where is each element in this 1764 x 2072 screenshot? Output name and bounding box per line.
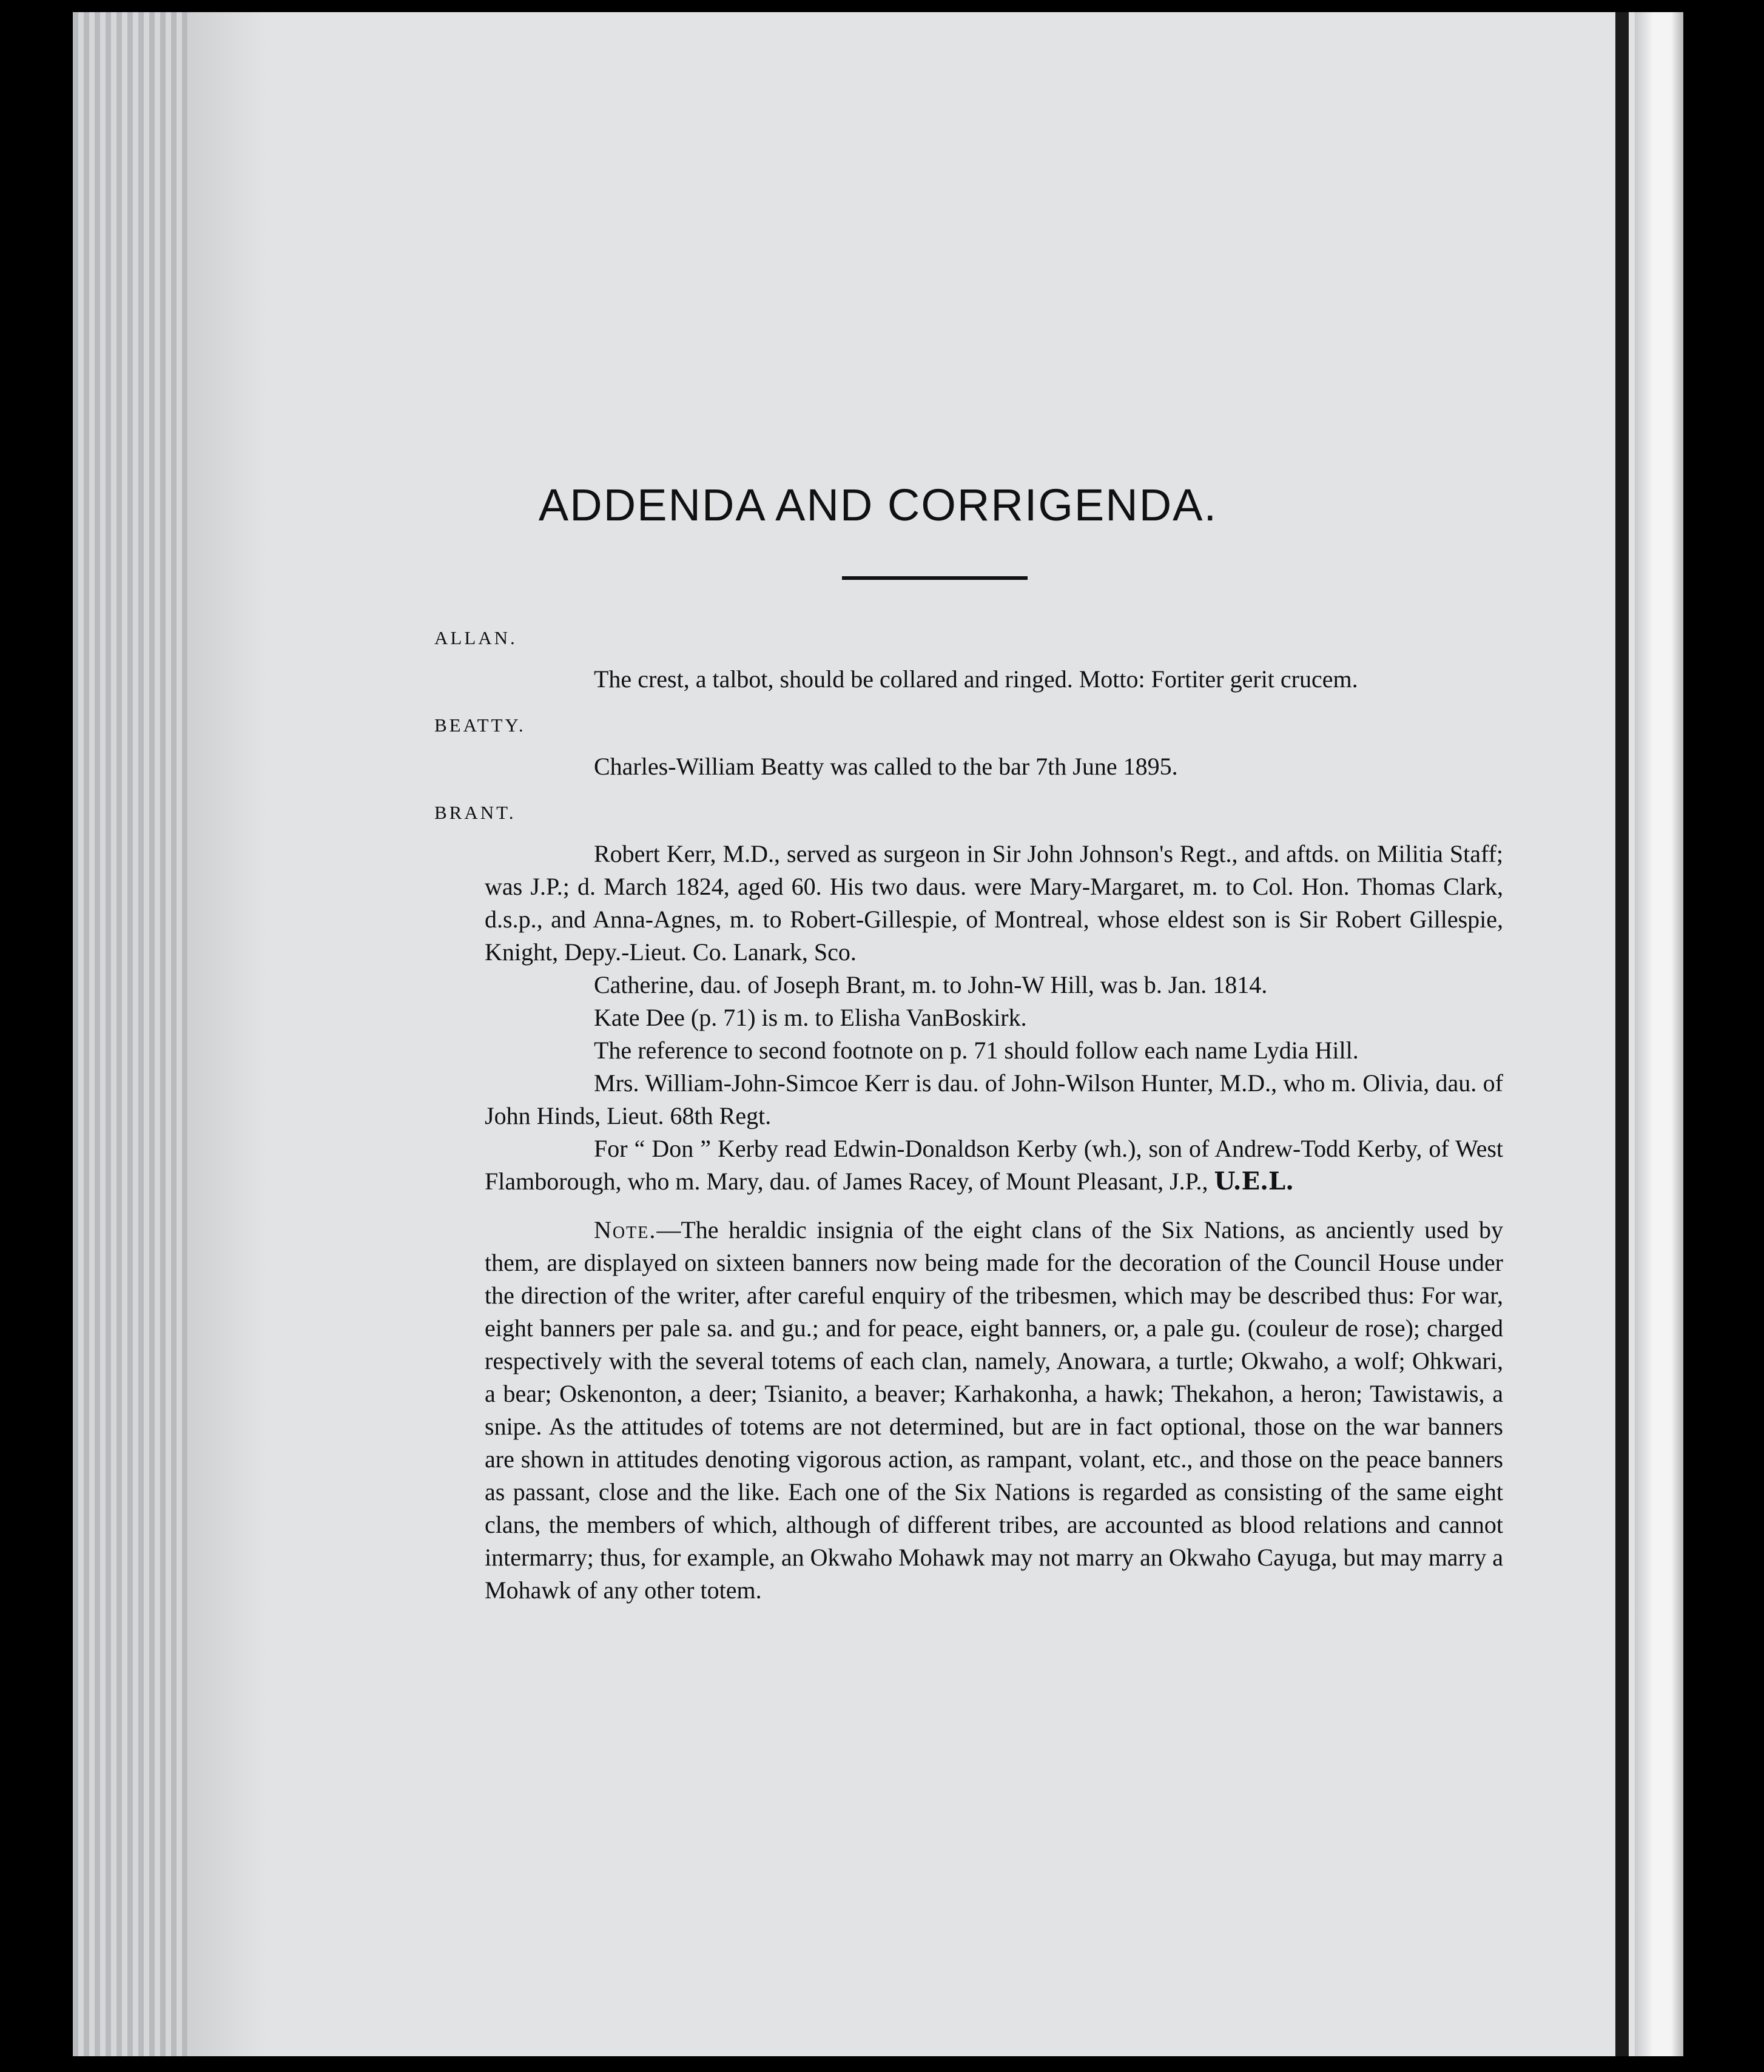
uel-abbreviation: U.E.L. — [1214, 1167, 1294, 1196]
paragraph: The reference to second footnote on p. 71 should follow each name Lydia Hill. — [594, 1037, 1359, 1064]
paragraph-text: For “ Don ” Kerby read Edwin-Donaldson Kerby (wh.), son of Andrew-Todd Kerby, of West Flamborough, who m. Mary, dau. of James Racey, of Mount Pleasant, J.P., — [485, 1135, 1503, 1195]
paragraph: Catherine, dau. of Joseph Brant, m. to John-W Hill, was b. Jan. 1814. — [594, 971, 1268, 998]
paragraph: Charles-William Beatty was called to the bar 7th June 1895. — [594, 753, 1178, 780]
paragraph: Kate Dee (p. 71) is m. to Elisha VanBoskirk. — [594, 1004, 1027, 1031]
section-heading: ALLAN. — [434, 627, 517, 648]
section-brant — [434, 796, 1503, 1198]
document-body — [434, 622, 1503, 1607]
paragraph: Robert Kerr, M.D., served as surgeon in Sir John Johnson's Regt., and aftds. on Militia Staff; was J.P.; d. March 1824, aged 60. His two daus. were Mary-Margaret, m. to Col. Hon. Thomas Clark, d.s.p., and Anna-Agnes, m. to Robert-Gillespie, of Montreal, whose eldest son is Sir Robert Gillespie, Knight, Depy.-Lieut. Co. Lanark, Sco. — [485, 840, 1503, 966]
book-edge — [1635, 12, 1683, 2056]
page-edges — [73, 12, 188, 2056]
note-text: —The heraldic insignia of the eight clans of the Six Nations, as anciently used by them, are displayed on sixteen banners now being made for the decoration of the Council House under the direction of the writer, after careful enquiry of the tribesmen, which may be described thus: For war, eight banners per pale sa. and gu.; and for peace, eight banners, or, a pale gu. (couleur de rose); charged respectively with the several totems of each clan, namely, Anowara, a turtle; Okwaho, a wolf; Ohkwari, a bear; Oskenonton, a deer; Tsianito, a beaver; Karhakonha, a hawk; Thekahon, a heron; Tawistawis, a snipe. As the attitudes of totems are not determined, but are in fact optional, those on the war banners are shown in attitudes denoting vigorous action, as rampant, volant, etc., and those on the peace banners as passant, close and the like. Each one of the Six Nations is regarded as consisting of the same eight clans, the members of which, although of different tribes, are accounted as blood relations and cannot intermarry; thus, for example, an Okwaho Mohawk may not marry an Okwaho Cayuga, but may marry a Mohawk of any other totem. — [485, 1216, 1503, 1604]
paragraph — [485, 1132, 1503, 1198]
book-edge-shadow — [1615, 12, 1629, 2056]
scanned-page — [73, 12, 1683, 2056]
gutter-shadow — [188, 12, 267, 2056]
section-beatty — [434, 709, 1503, 783]
note-label: Note. — [594, 1216, 657, 1243]
section-heading: BRANT. — [434, 802, 516, 823]
section-heading: BEATTY. — [434, 715, 526, 736]
paragraph: The crest, a talbot, should be collared and ringed. Motto: Fortiter gerit crucem. — [594, 665, 1358, 693]
title-rule — [842, 576, 1028, 580]
paragraph: Mrs. William-John-Simcoe Kerr is dau. of John-Wilson Hunter, M.D., who m. Olivia, dau. of John Hinds, Lieut. 68th Regt. — [485, 1069, 1503, 1129]
note-paragraph — [485, 1214, 1503, 1607]
page-title: ADDENDA AND CORRIGENDA. — [538, 480, 1218, 530]
section-allan — [434, 622, 1503, 696]
